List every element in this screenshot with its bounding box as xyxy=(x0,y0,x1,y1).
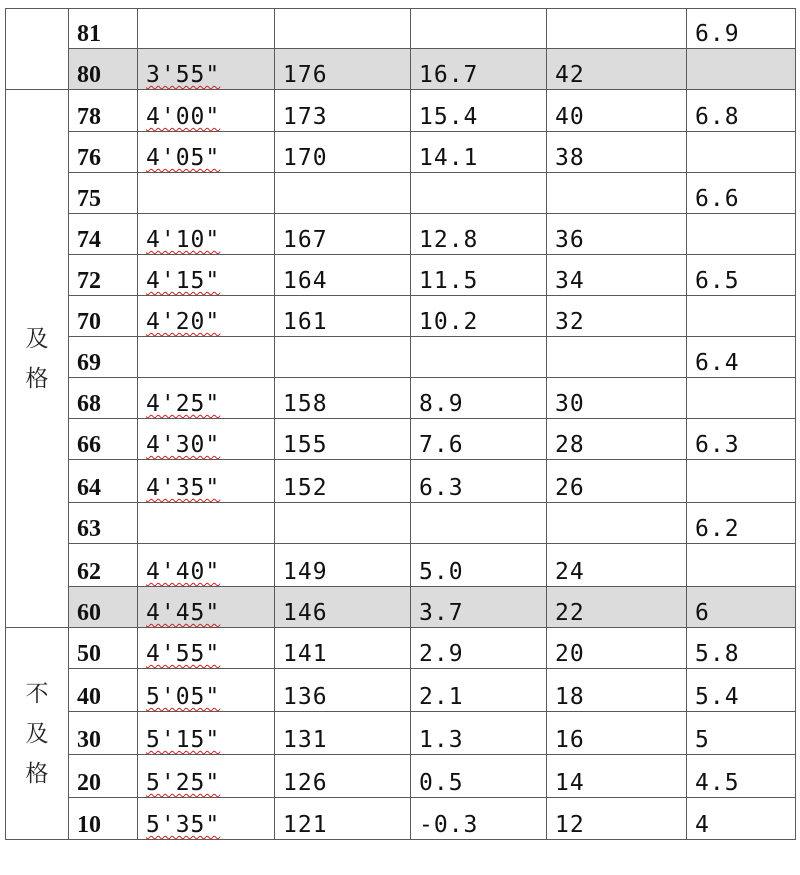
category-fail-char: 不 xyxy=(25,680,49,707)
run-time-cell xyxy=(138,419,275,460)
standing-jump-cell: 167 xyxy=(275,214,411,255)
situp-cell: 40 xyxy=(547,90,687,132)
standing-jump-cell: 141 xyxy=(275,628,411,669)
table-row xyxy=(6,503,796,544)
run-time-text: 3'55" xyxy=(146,62,221,88)
score-cell: 69 xyxy=(69,337,138,378)
situp-cell: 14 xyxy=(547,755,687,798)
standing-jump-cell: 173 xyxy=(275,90,411,132)
table-row xyxy=(6,712,796,755)
throw-cell xyxy=(411,503,547,544)
run-time-text: 4'45" xyxy=(146,600,221,626)
run-time-text: 4'40" xyxy=(146,559,221,585)
sprint-cell: 5 xyxy=(687,712,796,755)
sprint-cell xyxy=(687,378,796,419)
run-time-cell xyxy=(138,132,275,173)
throw-cell: 1.3 xyxy=(411,712,547,755)
score-cell: 64 xyxy=(69,460,138,503)
category-top-cell xyxy=(6,9,69,90)
run-time-cell xyxy=(138,669,275,712)
sprint-cell: 6.5 xyxy=(687,255,796,296)
situp-cell: 42 xyxy=(547,49,687,90)
category-fail-cell xyxy=(6,628,69,840)
run-time-cell xyxy=(138,628,275,669)
throw-cell: 7.6 xyxy=(411,419,547,460)
standing-jump-cell xyxy=(275,9,411,49)
sprint-cell: 6.2 xyxy=(687,503,796,544)
throw-cell: 2.1 xyxy=(411,669,547,712)
score-cell: 80 xyxy=(69,49,138,90)
throw-cell: -0.3 xyxy=(411,798,547,840)
table-row xyxy=(6,798,796,840)
sprint-cell: 6.3 xyxy=(687,419,796,460)
throw-cell: 0.5 xyxy=(411,755,547,798)
sprint-cell xyxy=(687,49,796,90)
run-time-cell xyxy=(138,49,275,90)
run-time-text: 5'15" xyxy=(146,727,221,753)
score-cell: 72 xyxy=(69,255,138,296)
score-cell: 70 xyxy=(69,296,138,337)
run-time-cell xyxy=(138,173,275,214)
sprint-cell: 4.5 xyxy=(687,755,796,798)
score-cell: 40 xyxy=(69,669,138,712)
table-row xyxy=(6,296,796,337)
run-time-text: 5'25" xyxy=(146,770,221,796)
run-time-text: 4'10" xyxy=(146,227,221,253)
sprint-cell: 4 xyxy=(687,798,796,840)
table-row xyxy=(6,628,796,669)
situp-cell: 38 xyxy=(547,132,687,173)
sprint-cell: 6 xyxy=(687,587,796,628)
sprint-cell xyxy=(687,214,796,255)
table-row xyxy=(6,9,796,49)
throw-cell: 2.9 xyxy=(411,628,547,669)
situp-cell xyxy=(547,9,687,49)
table-row xyxy=(6,49,796,90)
sprint-cell: 5.4 xyxy=(687,669,796,712)
score-cell: 66 xyxy=(69,419,138,460)
run-time-cell xyxy=(138,378,275,419)
run-time-text: 4'35" xyxy=(146,475,221,501)
score-cell: 74 xyxy=(69,214,138,255)
sprint-cell: 6.8 xyxy=(687,90,796,132)
category-pass-char: 格 xyxy=(25,365,49,392)
run-time-text: 5'05" xyxy=(146,684,221,710)
score-cell: 81 xyxy=(69,9,138,49)
situp-cell: 16 xyxy=(547,712,687,755)
situp-cell: 26 xyxy=(547,460,687,503)
run-time-text: 4'30" xyxy=(146,432,221,458)
sprint-cell xyxy=(687,460,796,503)
situp-cell: 18 xyxy=(547,669,687,712)
run-time-cell xyxy=(138,214,275,255)
table-row xyxy=(6,255,796,296)
table-row xyxy=(6,544,796,587)
table-row xyxy=(6,90,796,132)
category-pass-cell xyxy=(6,90,69,628)
standing-jump-cell: 121 xyxy=(275,798,411,840)
score-cell: 62 xyxy=(69,544,138,587)
score-cell: 20 xyxy=(69,755,138,798)
run-time-cell xyxy=(138,544,275,587)
throw-cell: 3.7 xyxy=(411,587,547,628)
run-time-cell xyxy=(138,337,275,378)
situp-cell xyxy=(547,173,687,214)
run-time-cell xyxy=(138,587,275,628)
score-cell: 10 xyxy=(69,798,138,840)
table-row xyxy=(6,419,796,460)
score-cell: 75 xyxy=(69,173,138,214)
situp-cell: 22 xyxy=(547,587,687,628)
situp-cell: 32 xyxy=(547,296,687,337)
throw-cell xyxy=(411,173,547,214)
situp-cell: 36 xyxy=(547,214,687,255)
run-time-text: 4'15" xyxy=(146,268,221,294)
score-cell: 60 xyxy=(69,587,138,628)
table-row xyxy=(6,378,796,419)
run-time-text: 4'00" xyxy=(146,104,221,130)
sprint-cell xyxy=(687,132,796,173)
situp-cell: 24 xyxy=(547,544,687,587)
situp-cell xyxy=(547,503,687,544)
run-time-cell xyxy=(138,712,275,755)
sprint-cell: 5.8 xyxy=(687,628,796,669)
standing-jump-cell: 161 xyxy=(275,296,411,337)
standing-jump-cell: 158 xyxy=(275,378,411,419)
run-time-cell xyxy=(138,460,275,503)
standing-jump-cell xyxy=(275,503,411,544)
standing-jump-cell: 136 xyxy=(275,669,411,712)
table-row xyxy=(6,669,796,712)
table-row xyxy=(6,587,796,628)
standing-jump-cell: 131 xyxy=(275,712,411,755)
run-time-text: 5'35" xyxy=(146,812,221,838)
situp-cell: 30 xyxy=(547,378,687,419)
throw-cell xyxy=(411,9,547,49)
standing-jump-cell: 126 xyxy=(275,755,411,798)
standing-jump-cell: 155 xyxy=(275,419,411,460)
throw-cell: 10.2 xyxy=(411,296,547,337)
throw-cell: 5.0 xyxy=(411,544,547,587)
throw-cell: 16.7 xyxy=(411,49,547,90)
situp-cell: 12 xyxy=(547,798,687,840)
sprint-cell: 6.4 xyxy=(687,337,796,378)
run-time-text: 4'55" xyxy=(146,641,221,667)
table-row xyxy=(6,337,796,378)
throw-cell: 12.8 xyxy=(411,214,547,255)
score-cell: 68 xyxy=(69,378,138,419)
score-cell: 30 xyxy=(69,712,138,755)
run-time-text: 4'20" xyxy=(146,309,221,335)
run-time-cell xyxy=(138,9,275,49)
sprint-cell: 6.9 xyxy=(687,9,796,49)
sprint-cell xyxy=(687,296,796,337)
run-time-cell xyxy=(138,503,275,544)
throw-cell: 14.1 xyxy=(411,132,547,173)
run-time-cell xyxy=(138,296,275,337)
score-cell: 50 xyxy=(69,628,138,669)
throw-cell xyxy=(411,337,547,378)
score-table xyxy=(5,8,796,840)
sprint-cell: 6.6 xyxy=(687,173,796,214)
category-fail-char: 及 xyxy=(25,720,49,747)
throw-cell: 11.5 xyxy=(411,255,547,296)
table-row xyxy=(6,460,796,503)
score-cell: 76 xyxy=(69,132,138,173)
throw-cell: 8.9 xyxy=(411,378,547,419)
run-time-cell xyxy=(138,90,275,132)
category-pass-char: 及 xyxy=(25,325,49,352)
score-cell: 63 xyxy=(69,503,138,544)
standing-jump-cell: 164 xyxy=(275,255,411,296)
run-time-text: 4'05" xyxy=(146,145,221,171)
table-row xyxy=(6,173,796,214)
standing-jump-cell: 170 xyxy=(275,132,411,173)
throw-cell: 6.3 xyxy=(411,460,547,503)
situp-cell: 28 xyxy=(547,419,687,460)
run-time-cell xyxy=(138,255,275,296)
run-time-text: 4'25" xyxy=(146,391,221,417)
category-fail-char: 格 xyxy=(25,760,49,787)
throw-cell: 15.4 xyxy=(411,90,547,132)
standing-jump-cell xyxy=(275,173,411,214)
run-time-cell xyxy=(138,798,275,840)
standing-jump-cell: 146 xyxy=(275,587,411,628)
table-row xyxy=(6,132,796,173)
score-cell: 78 xyxy=(69,90,138,132)
sprint-cell xyxy=(687,544,796,587)
table-row xyxy=(6,214,796,255)
situp-cell: 20 xyxy=(547,628,687,669)
standing-jump-cell: 176 xyxy=(275,49,411,90)
standing-jump-cell xyxy=(275,337,411,378)
table-row xyxy=(6,755,796,798)
situp-cell: 34 xyxy=(547,255,687,296)
situp-cell xyxy=(547,337,687,378)
run-time-cell xyxy=(138,755,275,798)
standing-jump-cell: 152 xyxy=(275,460,411,503)
standing-jump-cell: 149 xyxy=(275,544,411,587)
